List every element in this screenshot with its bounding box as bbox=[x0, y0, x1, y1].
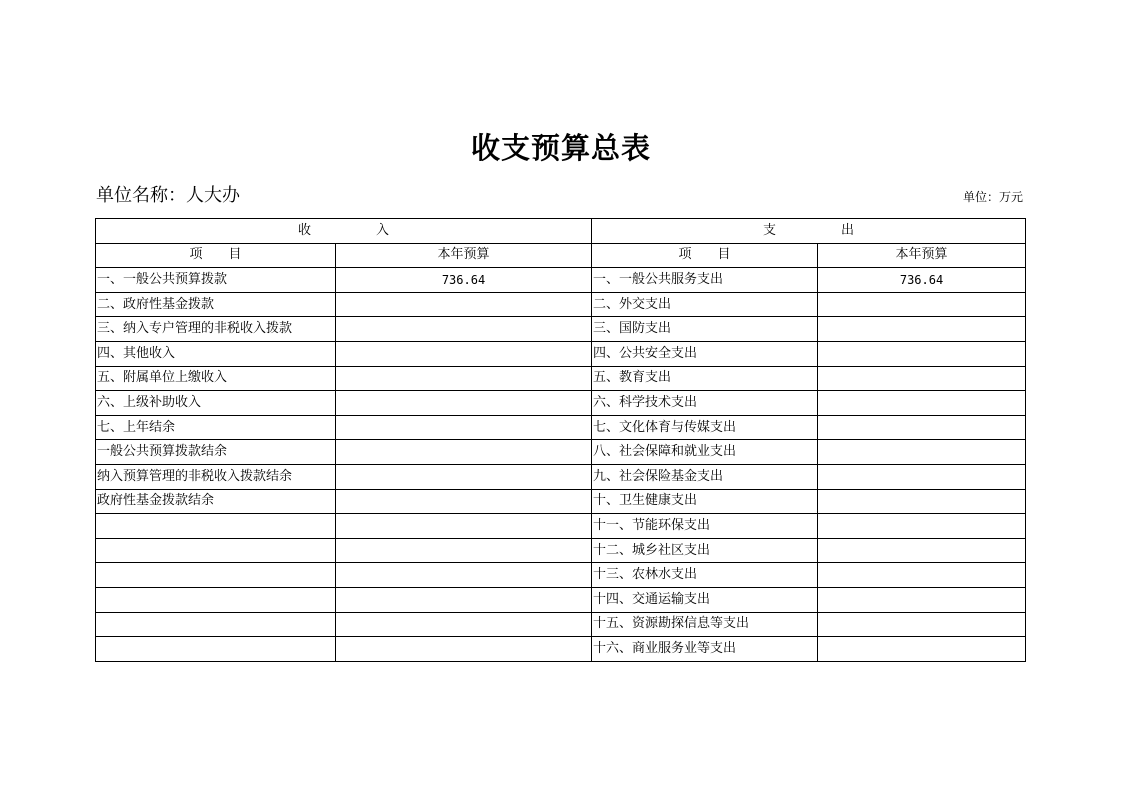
income-item-header: 项 目 bbox=[96, 243, 336, 268]
income-item-cell bbox=[96, 563, 336, 588]
section-header-row bbox=[96, 219, 1026, 244]
income-item-cell: 六、上级补助收入 bbox=[96, 391, 336, 416]
budget-summary-table bbox=[95, 218, 1026, 662]
expense-amount-cell bbox=[818, 538, 1026, 563]
expense-section-header: 支 出 bbox=[592, 219, 1026, 244]
expense-item-cell: 十五、资源勘探信息等支出 bbox=[592, 612, 818, 637]
expense-item-cell: 十一、节能环保支出 bbox=[592, 514, 818, 539]
income-amount-cell bbox=[336, 587, 592, 612]
table-row bbox=[96, 612, 1026, 637]
income-amount-cell: 736.64 bbox=[336, 268, 592, 293]
income-amount-cell bbox=[336, 415, 592, 440]
expense-amount-cell bbox=[818, 612, 1026, 637]
income-amount-cell bbox=[336, 440, 592, 465]
income-item-cell: 三、纳入专户管理的非税收入拨款 bbox=[96, 317, 336, 342]
expense-item-cell: 十二、城乡社区支出 bbox=[592, 538, 818, 563]
expense-item-cell: 十、卫生健康支出 bbox=[592, 489, 818, 514]
income-amount-cell bbox=[336, 637, 592, 662]
expense-amount-cell bbox=[818, 514, 1026, 539]
income-amount-cell bbox=[336, 514, 592, 539]
expense-item-cell: 二、外交支出 bbox=[592, 292, 818, 317]
income-item-cell bbox=[96, 587, 336, 612]
income-amount-cell bbox=[336, 563, 592, 588]
expense-amount-cell bbox=[818, 415, 1026, 440]
table-row bbox=[96, 415, 1026, 440]
table-row bbox=[96, 514, 1026, 539]
column-header-row bbox=[96, 243, 1026, 268]
table-row bbox=[96, 292, 1026, 317]
table-row bbox=[96, 341, 1026, 366]
page-title: 收支预算总表 bbox=[470, 131, 651, 165]
expense-item-cell: 一、一般公共服务支出 bbox=[592, 268, 818, 293]
table-row bbox=[96, 317, 1026, 342]
income-section-header: 收 入 bbox=[96, 219, 592, 244]
expense-amount-cell bbox=[818, 440, 1026, 465]
income-item-cell: 纳入预算管理的非税收入拨款结余 bbox=[96, 464, 336, 489]
income-item-cell: 七、上年结余 bbox=[96, 415, 336, 440]
expense-amount-cell bbox=[818, 391, 1026, 416]
income-item-cell: 一般公共预算拨款结余 bbox=[96, 440, 336, 465]
income-item-cell: 五、附属单位上缴收入 bbox=[96, 366, 336, 391]
income-amount-cell bbox=[336, 366, 592, 391]
table-row bbox=[96, 563, 1026, 588]
expense-item-header: 项 目 bbox=[592, 243, 818, 268]
income-item-cell bbox=[96, 514, 336, 539]
table-row bbox=[96, 440, 1026, 465]
table-row bbox=[96, 538, 1026, 563]
expense-item-cell: 四、公共安全支出 bbox=[592, 341, 818, 366]
income-amount-cell bbox=[336, 292, 592, 317]
income-item-cell: 政府性基金拨款结余 bbox=[96, 489, 336, 514]
income-budget-header: 本年预算 bbox=[336, 243, 592, 268]
expense-amount-cell bbox=[818, 587, 1026, 612]
table-row bbox=[96, 268, 1026, 293]
income-item-cell bbox=[96, 637, 336, 662]
expense-item-cell: 七、文化体育与传媒支出 bbox=[592, 415, 818, 440]
expense-item-cell: 六、科学技术支出 bbox=[592, 391, 818, 416]
expense-item-cell: 九、社会保险基金支出 bbox=[592, 464, 818, 489]
table-row bbox=[96, 637, 1026, 662]
expense-amount-cell: 736.64 bbox=[818, 268, 1026, 293]
expense-item-cell: 五、教育支出 bbox=[592, 366, 818, 391]
income-amount-cell bbox=[336, 538, 592, 563]
expense-amount-cell bbox=[818, 563, 1026, 588]
income-item-cell: 一、一般公共预算拨款 bbox=[96, 268, 336, 293]
income-item-cell: 四、其他收入 bbox=[96, 341, 336, 366]
income-item-cell: 二、政府性基金拨款 bbox=[96, 292, 336, 317]
table-row bbox=[96, 489, 1026, 514]
budget-table-body bbox=[96, 219, 1026, 662]
income-item-cell bbox=[96, 612, 336, 637]
expense-item-cell: 十三、农林水支出 bbox=[592, 563, 818, 588]
income-amount-cell bbox=[336, 317, 592, 342]
income-amount-cell bbox=[336, 612, 592, 637]
expense-item-cell: 十四、交通运输支出 bbox=[592, 587, 818, 612]
table-row bbox=[96, 464, 1026, 489]
expense-amount-cell bbox=[818, 464, 1026, 489]
table-row bbox=[96, 587, 1026, 612]
expense-amount-cell bbox=[818, 341, 1026, 366]
table-row bbox=[96, 366, 1026, 391]
income-amount-cell bbox=[336, 391, 592, 416]
expense-budget-header: 本年预算 bbox=[818, 243, 1026, 268]
expense-amount-cell bbox=[818, 317, 1026, 342]
expense-item-cell: 八、社会保障和就业支出 bbox=[592, 440, 818, 465]
expense-amount-cell bbox=[818, 489, 1026, 514]
table-row bbox=[96, 391, 1026, 416]
expense-amount-cell bbox=[818, 366, 1026, 391]
expense-item-cell: 三、国防支出 bbox=[592, 317, 818, 342]
income-item-cell bbox=[96, 538, 336, 563]
income-amount-cell bbox=[336, 341, 592, 366]
income-amount-cell bbox=[336, 489, 592, 514]
unit-name-label: 单位名称：人大办 bbox=[96, 185, 240, 206]
expense-item-cell: 十六、商业服务业等支出 bbox=[592, 637, 818, 662]
expense-amount-cell bbox=[818, 637, 1026, 662]
expense-amount-cell bbox=[818, 292, 1026, 317]
income-amount-cell bbox=[336, 464, 592, 489]
currency-unit-label: 单位：万元 bbox=[962, 190, 1023, 204]
